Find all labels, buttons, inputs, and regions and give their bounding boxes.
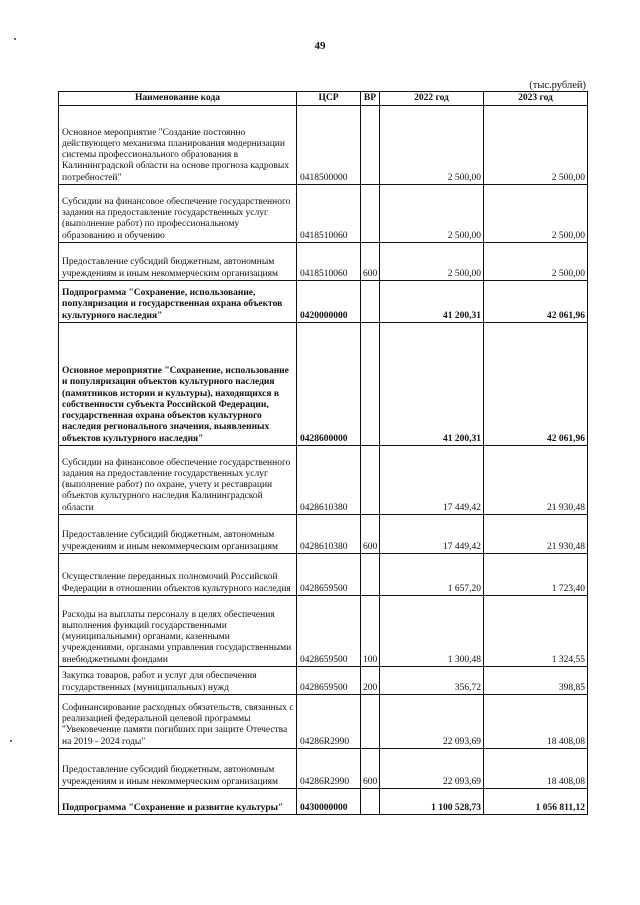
row-2023: 2 500,00 (484, 243, 588, 281)
row-name: Основное мероприятие "Сохранение, использование и популяризация объектов культурного наследия (памятников истории и культуры), находящихся в собственности субъекта Российской Федерации, государственная охрана объектов культурного наследия регионального значения, выявленных объектов культурного наследия" (59, 323, 297, 446)
table-row (59, 554, 588, 596)
row-csr: 0428659500 (297, 596, 361, 667)
header-2023: 2023 год (484, 92, 588, 106)
row-csr: 0428659500 (297, 667, 361, 695)
row-name: Субсидии на финансовое обеспечение государственного задания на предоставление государственных услуг (выполнение работ) по профессиональному образованию и обучению (59, 185, 297, 243)
row-vr: 200 (361, 667, 380, 695)
row-2023: 1 324,55 (484, 596, 588, 667)
row-vr: 600 (361, 515, 380, 554)
row-vr (361, 106, 380, 185)
row-2022: 17 449,42 (380, 446, 484, 515)
units-label: (тыс.рублей) (529, 80, 586, 91)
row-vr: 600 (361, 243, 380, 281)
page-number: 49 (314, 40, 326, 52)
row-name: Субсидии на финансовое обеспечение государственного задания на предоставление государственных услуг (выполнение работ) по охране, учету и реставрации объектов культурного наследия Калининградской области (59, 446, 297, 515)
row-2022: 2 500,00 (380, 243, 484, 281)
row-csr: 0418510060 (297, 243, 361, 281)
row-2022: 22 093,69 (380, 695, 484, 749)
row-vr (361, 446, 380, 515)
row-csr: 0418510060 (297, 185, 361, 243)
row-name: Предоставление субсидий бюджетным, автономным учреждениям и иным некоммерческим организациям (59, 749, 297, 789)
row-vr (361, 789, 380, 815)
row-2023: 42 061,96 (484, 323, 588, 446)
row-2022: 356,72 (380, 667, 484, 695)
row-2023: 2 500,00 (484, 106, 588, 185)
row-2023: 1 056 811,12 (484, 789, 588, 815)
table-row (59, 749, 588, 789)
row-2022: 41 200,31 (380, 323, 484, 446)
row-2023: 2 500,00 (484, 185, 588, 243)
scan-speck (14, 38, 16, 40)
row-vr (361, 695, 380, 749)
table-row (59, 515, 588, 554)
row-csr: 0428659500 (297, 554, 361, 596)
row-name: Подпрограмма "Сохранение, использование, популяризация и государственная охрана объектов культурного наследия" (59, 281, 297, 323)
row-2022: 22 093,69 (380, 749, 484, 789)
row-vr: 100 (361, 596, 380, 667)
row-2023: 1 723,40 (484, 554, 588, 596)
row-2023: 21 930,48 (484, 515, 588, 554)
table-row (59, 446, 588, 515)
header-name: Наименование кода (59, 92, 297, 106)
row-vr (361, 323, 380, 446)
row-2022: 17 449,42 (380, 515, 484, 554)
table-row (59, 323, 588, 446)
row-name: Осуществление переданных полномочий Российской Федерации в отношении объектов культурного наследия (59, 554, 297, 596)
row-name: Расходы на выплаты персоналу в целях обеспечения выполнения функций государственными (муниципальными) органами, казенными учреждениями, органами управления государственными внебюджетными фондами (59, 596, 297, 667)
row-2022: 2 500,00 (380, 185, 484, 243)
row-name: Предоставление субсидий бюджетным, автономным учреждениям и иным некоммерческим организациям (59, 515, 297, 554)
row-vr (361, 554, 380, 596)
row-2022: 41 200,31 (380, 281, 484, 323)
row-name: Закупка товаров, работ и услуг для обеспечения государственных (муниципальных) нужд (59, 667, 297, 695)
row-name: Подпрограмма "Сохранение и развитие культуры" (59, 789, 297, 815)
table-row (59, 106, 588, 185)
table-row (59, 789, 588, 815)
header-vr: ВР (361, 92, 380, 106)
table-body (59, 106, 588, 815)
row-csr: 0428610380 (297, 515, 361, 554)
table-header-row (59, 92, 588, 106)
row-2023: 18 408,08 (484, 749, 588, 789)
row-2022: 1 100 528,73 (380, 789, 484, 815)
row-name: Предоставление субсидий бюджетным, автономным учреждениям и иным некоммерческим организациям (59, 243, 297, 281)
table-row (59, 185, 588, 243)
row-vr (361, 185, 380, 243)
table-row (59, 281, 588, 323)
row-2023: 18 408,08 (484, 695, 588, 749)
scan-speck (10, 740, 12, 742)
row-name: Основное мероприятие "Создание постоянно действующего механизма планирования модернизации системы профессионального образования в Калининградской области на основе прогноза кадровых потребностей" (59, 106, 297, 185)
header-2022: 2022 год (380, 92, 484, 106)
budget-table (58, 91, 588, 815)
row-2022: 1 657,20 (380, 554, 484, 596)
row-2023: 398,85 (484, 667, 588, 695)
row-2022: 1 300,48 (380, 596, 484, 667)
row-csr: 0430000000 (297, 789, 361, 815)
row-csr: 0418500000 (297, 106, 361, 185)
header-csr: ЦСР (297, 92, 361, 106)
row-csr: 0420000000 (297, 281, 361, 323)
row-name: Софинансирование расходных обязательств, связанных с реализацией федеральной целевой программы "Увековечение памяти погибших при защите Отечества на 2019 - 2024 годы" (59, 695, 297, 749)
table-row (59, 695, 588, 749)
table-row (59, 596, 588, 667)
row-2023: 42 061,96 (484, 281, 588, 323)
row-vr (361, 281, 380, 323)
row-2023: 21 930,48 (484, 446, 588, 515)
row-2022: 2 500,00 (380, 106, 484, 185)
table-row (59, 243, 588, 281)
row-csr: 04286R2990 (297, 695, 361, 749)
row-csr: 0428600000 (297, 323, 361, 446)
row-csr: 04286R2990 (297, 749, 361, 789)
row-vr: 600 (361, 749, 380, 789)
row-csr: 0428610380 (297, 446, 361, 515)
table-row (59, 667, 588, 695)
